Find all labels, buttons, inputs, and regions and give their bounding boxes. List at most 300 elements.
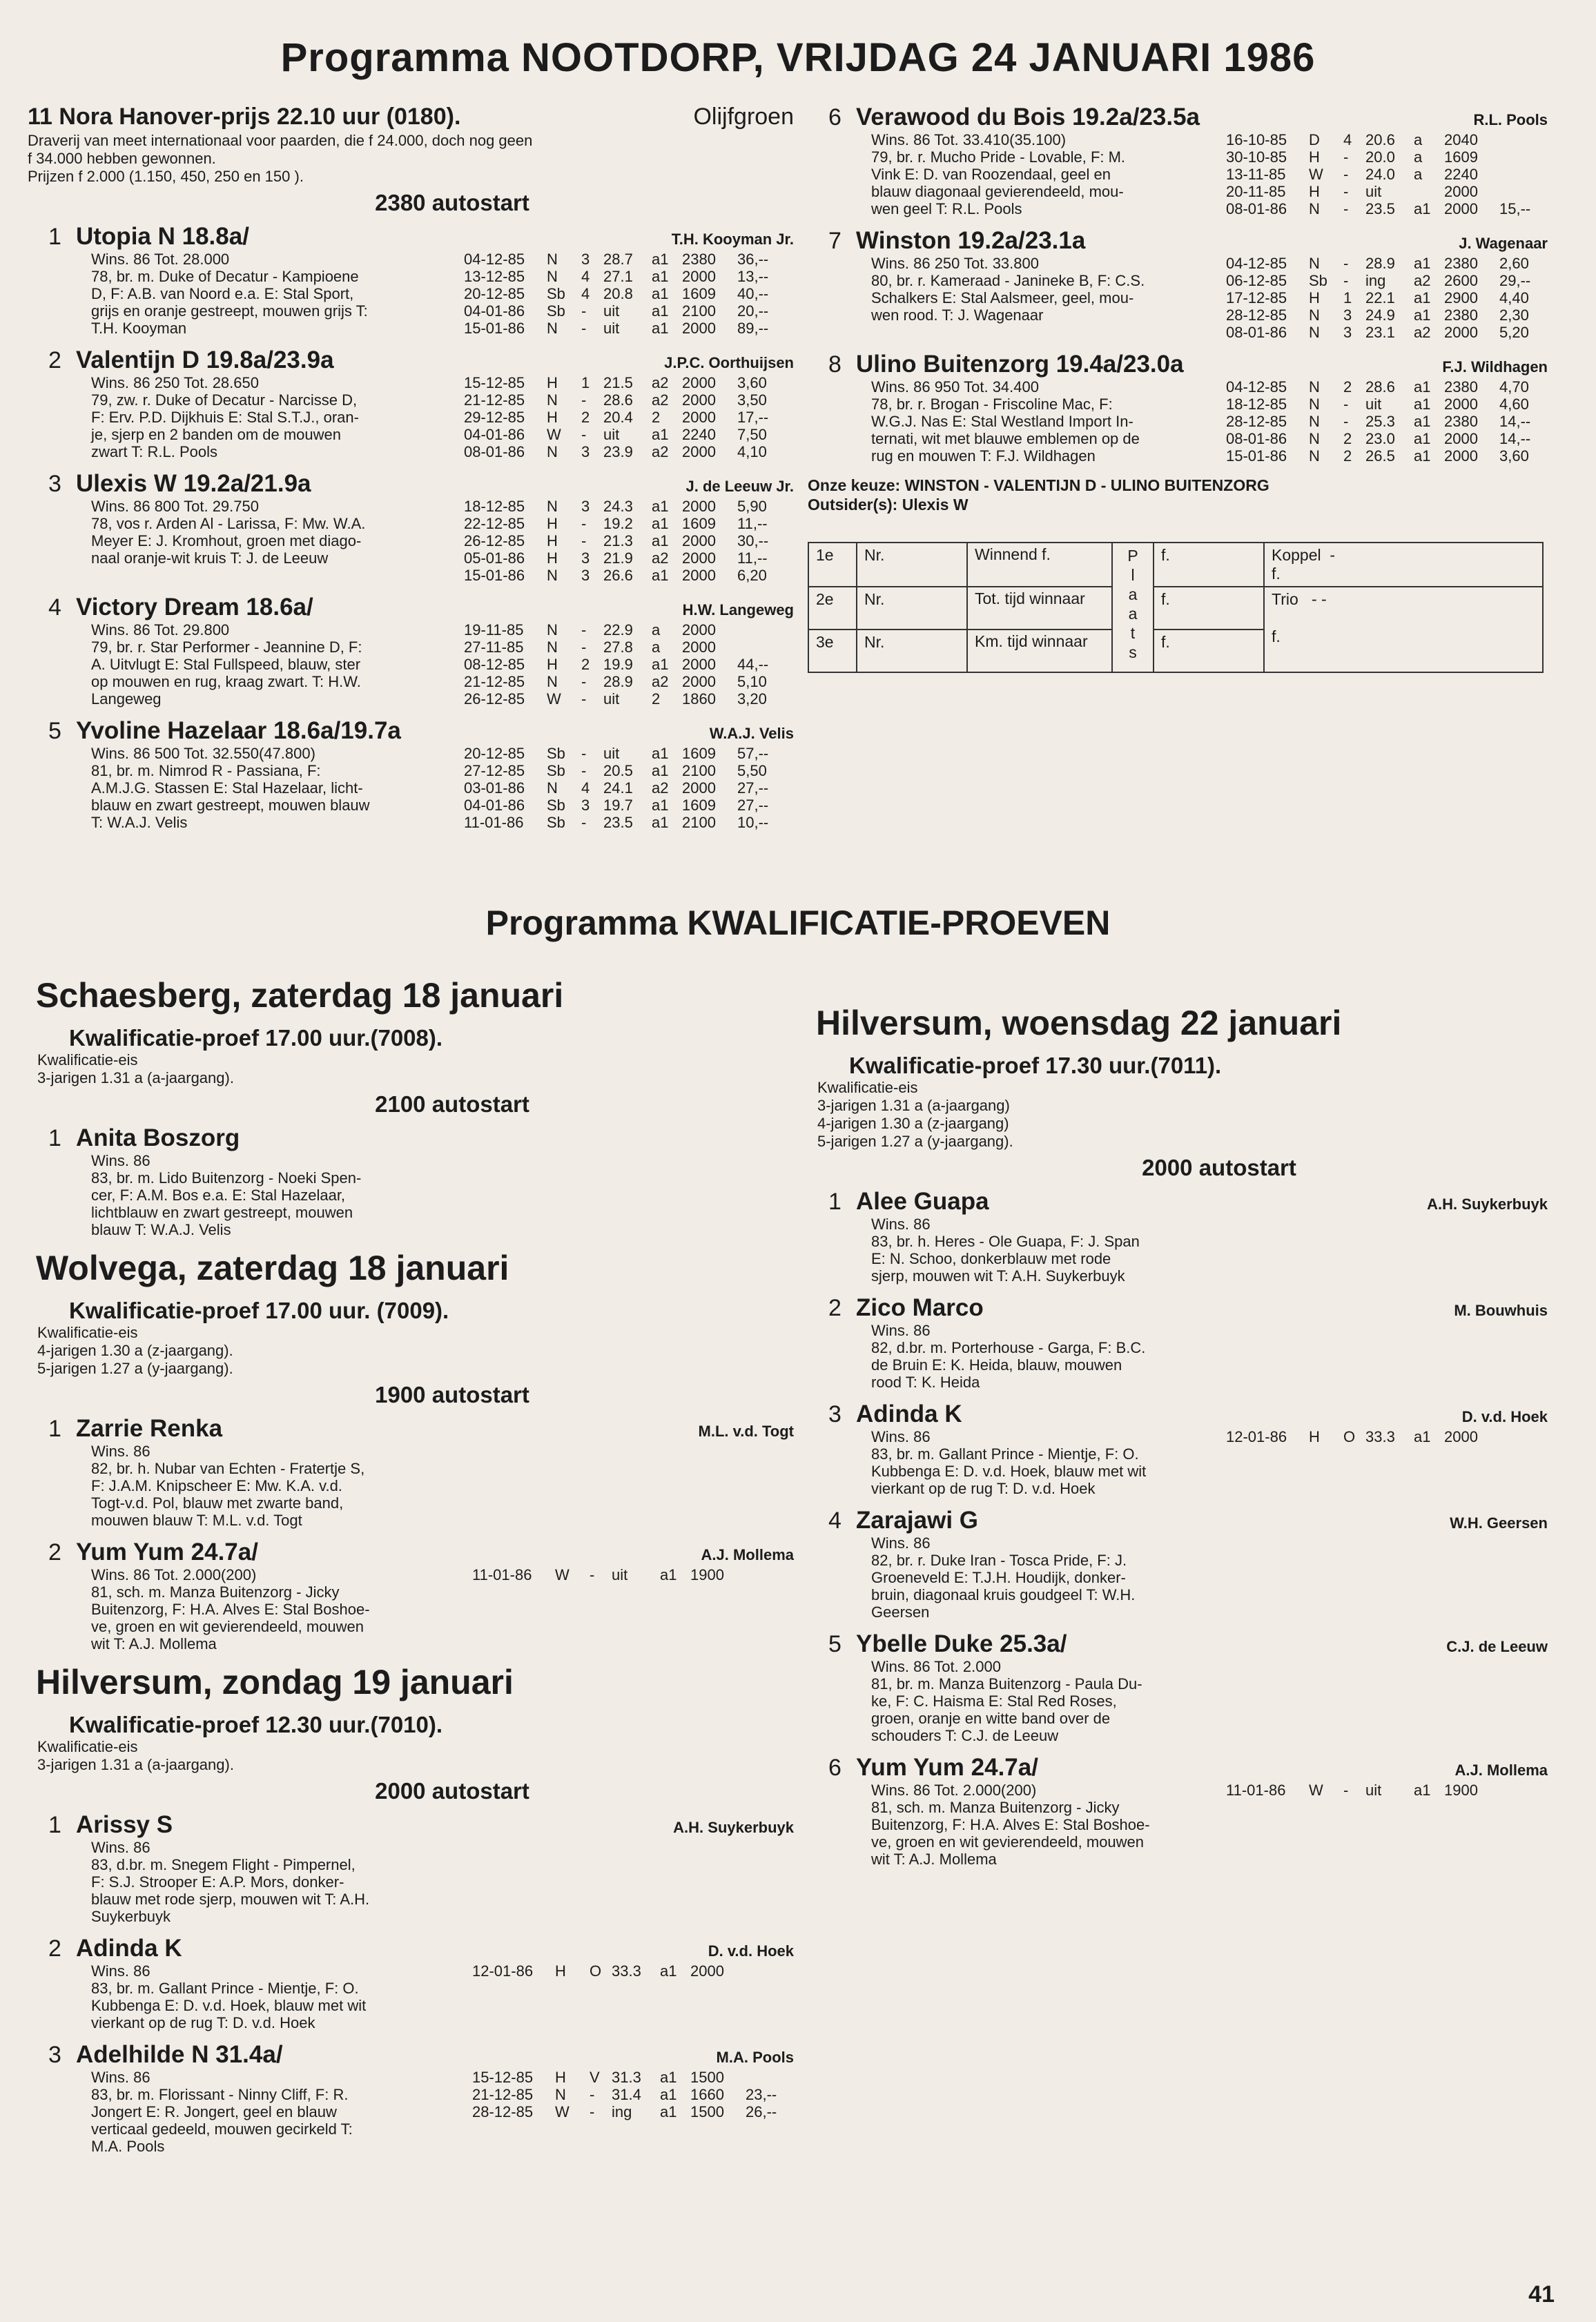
trainer-name: M.L. v.d. Togt <box>698 1423 794 1440</box>
detail-line: F: S.J. Strooper E: A.P. Mors, donker- <box>91 1873 344 1891</box>
result-date: 28-12-85 <box>472 2103 534 2120</box>
detail-line: ternati, wit met blauwe emblemen op de <box>871 430 1140 447</box>
bet-label: Km. tijd winnaar <box>967 630 1112 672</box>
result-time: 19.7 <box>603 797 633 814</box>
result-track: Sb <box>547 762 565 779</box>
result-place: 3 <box>1343 306 1352 324</box>
horse-entry <box>808 1401 1548 1497</box>
result-date: 08-01-86 <box>1226 324 1287 341</box>
horse-name: Victory Dream 18.6a/ <box>76 594 313 621</box>
result-place: - <box>581 532 587 549</box>
result-odds: 5,50 <box>737 762 767 779</box>
entry-header <box>808 1630 1548 1658</box>
result-track: H <box>555 2069 566 2086</box>
result-date: 08-01-86 <box>464 443 525 460</box>
result-start: a1 <box>660 1566 677 1583</box>
result-row <box>464 320 786 337</box>
detail-line: 82, br. r. Duke Iran - Tosca Pride, F: J. <box>871 1552 1127 1569</box>
section-wolvega <box>28 1248 794 1652</box>
detail-line: Wins. 86 250 Tot. 33.800 <box>871 255 1039 272</box>
result-start: a1 <box>652 532 669 549</box>
result-row <box>464 391 786 409</box>
result-distance: 2000 <box>682 673 716 690</box>
result-place: - <box>581 745 587 762</box>
result-date: 04-12-85 <box>1226 378 1287 396</box>
result-time: 31.3 <box>612 2069 641 2086</box>
page-number: 41 <box>1528 2281 1555 2308</box>
result-distance: 1900 <box>1444 1782 1478 1799</box>
result-odds: 13,-- <box>737 268 769 285</box>
result-date: 18-12-85 <box>464 498 525 515</box>
result-time: uit <box>603 426 620 443</box>
result-date: 04-01-86 <box>464 302 525 320</box>
result-distance: 2380 <box>1444 255 1478 272</box>
entry-body <box>871 1216 1548 1285</box>
detail-line: Wins. 86 <box>91 1839 150 1856</box>
requirement-line: 3-jarigen 1.31 a (a-jaargang). <box>37 1756 234 1773</box>
detail-line: Wins. 86 Tot. 2.000(200) <box>91 1566 257 1583</box>
result-place: - <box>590 2086 595 2103</box>
result-odds: 3,60 <box>1499 447 1529 465</box>
result-distance: 2000 <box>682 391 716 409</box>
venue-title: Hilversum, zondag 19 januari <box>36 1663 514 1701</box>
result-track: Sb <box>547 797 565 814</box>
horse-name: Adinda K <box>856 1401 962 1427</box>
detail-line: A.M.J.G. Stassen E: Stal Hazelaar, licht- <box>91 779 363 797</box>
horse-name: Valentijn D 19.8a/23.9a <box>76 347 334 373</box>
result-distance: 2000 <box>682 638 716 656</box>
result-place: - <box>590 2103 595 2120</box>
result-track: N <box>547 443 558 460</box>
result-distance: 2100 <box>682 302 716 320</box>
entry-body <box>91 1962 794 2031</box>
detail-line: F: Erv. P.D. Dijkhuis E: Stal S.T.J., oran- <box>91 409 359 426</box>
horse-entry <box>808 227 1548 341</box>
result-place: V <box>590 2069 600 2086</box>
detail-line: 79, br. r. Mucho Pride - Lovable, F: M. <box>871 148 1126 166</box>
recent-results <box>472 1566 794 1652</box>
entry-body <box>871 1658 1548 1744</box>
detail-line: Wins. 86 Tot. 28.000 <box>91 251 230 268</box>
result-odds: 57,-- <box>737 745 769 762</box>
entries-right <box>808 104 1548 465</box>
result-distance: 2000 <box>1444 200 1478 217</box>
qualification-requirements <box>817 1079 1548 1151</box>
requirement-line: Kwalificatie-eis <box>37 1738 138 1755</box>
result-start: a <box>1414 166 1423 183</box>
result-time: 20.5 <box>603 762 633 779</box>
result-time: 28.9 <box>1365 255 1395 272</box>
horse-name: Utopia N 18.8a/ <box>76 223 249 250</box>
result-place: 4 <box>1343 131 1352 148</box>
result-time: 23.5 <box>603 814 633 831</box>
detail-line: F: J.A.M. Knipscheer E: Mw. K.A. v.d. <box>91 1477 342 1494</box>
result-track: N <box>547 251 558 268</box>
result-odds: 4,60 <box>1499 396 1529 413</box>
koppel-dash: - <box>1330 546 1336 564</box>
result-track: H <box>547 409 558 426</box>
entry-number: 2 <box>828 1295 841 1321</box>
result-track: N <box>1309 378 1320 396</box>
result-odds: 27,-- <box>737 779 769 797</box>
result-distance: 2380 <box>1444 378 1478 396</box>
result-row <box>464 251 786 268</box>
detail-line: mouwen blauw T: M.L. v.d. Togt <box>91 1512 302 1529</box>
result-date: 27-12-85 <box>464 762 525 779</box>
result-odds: 29,-- <box>1499 272 1531 289</box>
result-place: - <box>581 320 587 337</box>
entries-left <box>28 223 794 831</box>
detail-line: sjerp, mouwen wit T: A.H. Suykerbuyk <box>871 1267 1125 1285</box>
entry-header <box>28 717 794 745</box>
result-start: a1 <box>652 285 669 302</box>
recent-results <box>1226 378 1548 465</box>
entry-header <box>28 347 794 374</box>
horse-name: Zico Marco <box>856 1294 984 1321</box>
result-distance: 2000 <box>682 549 716 567</box>
horse-entry <box>28 717 794 831</box>
horse-entry <box>28 347 794 460</box>
entry-header <box>28 1539 794 1566</box>
entry-body <box>871 255 1548 341</box>
requirement-line: Kwalificatie-eis <box>37 1051 138 1069</box>
result-odds: 27,-- <box>737 797 769 814</box>
result-place: 3 <box>581 443 590 460</box>
result-start: a2 <box>1414 324 1431 341</box>
trainer-name: D. v.d. Hoek <box>708 1942 794 1960</box>
detail-line: blauw T: W.A.J. Velis <box>91 1221 231 1238</box>
keuze-text: Onze keuze: WINSTON - VALENTIJN D - ULINO BUITENZORG <box>808 476 1269 494</box>
result-time: uit <box>1365 396 1382 413</box>
entry-number: 2 <box>48 1539 61 1565</box>
trainer-name: H.W. Langeweg <box>682 601 794 618</box>
detail-line: schouders T: C.J. de Leeuw <box>871 1727 1059 1744</box>
entry-body <box>91 1152 794 1238</box>
result-odds <box>1499 166 1548 183</box>
entry-header <box>28 1124 794 1152</box>
result-start: a1 <box>652 797 669 814</box>
result-odds: 23,-- <box>746 2086 777 2103</box>
entry-body <box>871 1428 1548 1497</box>
result-odds <box>746 1962 794 1980</box>
detail-line: Langeweg <box>91 690 162 708</box>
entry-body <box>871 1782 1548 1868</box>
result-time: 22.1 <box>1365 289 1395 306</box>
result-date: 30-10-85 <box>1226 148 1287 166</box>
result-odds <box>1499 148 1548 166</box>
detail-line: 83, br. m. Gallant Prince - Mientje, F: O. <box>91 1980 359 1997</box>
horse-details <box>91 1566 465 1652</box>
result-row <box>1226 1782 1548 1799</box>
qualification-requirements <box>37 1324 794 1378</box>
detail-line: Wins. 86 950 Tot. 34.400 <box>871 378 1039 396</box>
detail-line: T: W.A.J. Velis <box>91 814 188 831</box>
result-place: - <box>1343 200 1349 217</box>
result-place: - <box>1343 396 1349 413</box>
result-row <box>472 2103 794 2120</box>
result-date: 15-01-86 <box>1226 447 1287 465</box>
trainer-name: J. Wagenaar <box>1459 235 1548 252</box>
entry-header <box>808 1754 1548 1782</box>
result-distance: 2000 <box>682 268 716 285</box>
result-track: Sb <box>547 285 565 302</box>
bet-place-1: 1e <box>808 543 857 587</box>
entry-body <box>91 621 794 708</box>
entry-body <box>871 131 1548 217</box>
trainer-name: C.J. de Leeuw <box>1446 1638 1548 1655</box>
result-row <box>464 690 786 708</box>
horse-entry <box>28 1539 794 1652</box>
bet-f: f. <box>1154 587 1264 630</box>
venue-title: Wolvega, zaterdag 18 januari <box>36 1249 509 1287</box>
result-place: 2 <box>581 656 590 673</box>
result-place: 2 <box>1343 447 1352 465</box>
detail-line: naal oranje-wit kruis T: J. de Leeuw <box>91 549 329 567</box>
detail-line: 81, sch. m. Manza Buitenzorg - Jicky <box>871 1799 1120 1816</box>
result-odds: 5,20 <box>1499 324 1529 341</box>
horse-name: Ybelle Duke 25.3a/ <box>856 1630 1067 1657</box>
qualification-heading: Kwalificatie-proef 17.00 uur.(7008). <box>69 1025 443 1051</box>
result-distance: 1609 <box>682 515 716 532</box>
horse-entry <box>28 594 794 708</box>
result-place: 3 <box>581 251 590 268</box>
recent-results <box>464 498 786 584</box>
result-time: 20.0 <box>1365 148 1395 166</box>
result-row <box>464 673 786 690</box>
entry-body <box>91 1566 794 1652</box>
trio-label: Trio <box>1272 590 1298 608</box>
result-odds <box>737 638 786 656</box>
result-row <box>1226 131 1548 148</box>
horse-entry <box>28 1124 794 1238</box>
detail-line: op mouwen en rug, kraag zwart. T: H.W. <box>91 673 361 690</box>
entry-number: 3 <box>48 2042 61 2068</box>
result-distance: 2600 <box>1444 272 1478 289</box>
detail-line: W.G.J. Nas E: Stal Westland Import In- <box>871 413 1133 430</box>
horse-details <box>871 1322 1258 1391</box>
result-place: 1 <box>1343 289 1352 306</box>
recent-results <box>1226 1782 1548 1868</box>
result-odds: 3,20 <box>737 690 767 708</box>
result-row <box>472 2069 794 2086</box>
detail-line: Wins. 86 <box>871 1428 931 1445</box>
result-date: 08-01-86 <box>1226 200 1287 217</box>
result-row <box>472 1566 794 1583</box>
entry-header <box>808 227 1548 255</box>
result-track: N <box>1309 447 1320 465</box>
horse-details <box>871 131 1219 217</box>
result-distance: 2000 <box>1444 1428 1478 1445</box>
trio-dashes: - - <box>1311 590 1327 608</box>
horse-name: Winston 19.2a/23.1a <box>856 227 1086 254</box>
result-distance: 2100 <box>682 762 716 779</box>
result-row <box>464 268 786 285</box>
result-row <box>1226 289 1548 306</box>
horse-details <box>871 1782 1219 1868</box>
detail-line: Buitenzorg, F: H.A. Alves E: Stal Boshoe- <box>91 1601 370 1618</box>
detail-line: Wins. 86 <box>91 1962 150 1980</box>
entry-header <box>808 1188 1548 1216</box>
entry-header <box>808 1401 1548 1428</box>
detail-line: Groeneveld E: T.J.H. Houdijk, donker- <box>871 1569 1126 1586</box>
detail-line: Vink E: D. van Roozendaal, geel en <box>871 166 1111 183</box>
start-type: 2000 autostart <box>1142 1155 1296 1180</box>
bet-f: f. <box>1154 630 1264 672</box>
result-row <box>1226 272 1548 289</box>
horse-details <box>91 1443 478 1529</box>
result-date: 20-12-85 <box>464 285 525 302</box>
detail-line: Buitenzorg, F: H.A. Alves E: Stal Boshoe- <box>871 1816 1150 1833</box>
section-hilversum-22 <box>808 1003 1548 1868</box>
result-time: 19.9 <box>603 656 633 673</box>
horse-entry <box>808 1294 1548 1391</box>
trainer-name: W.A.J. Velis <box>709 725 794 742</box>
result-row <box>1226 306 1548 324</box>
race-description <box>28 132 794 186</box>
result-track: H <box>547 532 558 549</box>
result-distance: 2240 <box>682 426 716 443</box>
result-row <box>464 515 786 532</box>
our-choice <box>808 476 1548 514</box>
result-row <box>1226 183 1548 200</box>
result-track: H <box>555 1962 566 1980</box>
horse-details <box>871 1534 1258 1621</box>
result-place: - <box>581 302 587 320</box>
result-place: - <box>581 690 587 708</box>
detail-line: vierkant op de rug T: D. v.d. Hoek <box>91 2014 315 2031</box>
trainer-name: J. de Leeuw Jr. <box>685 478 794 495</box>
result-odds <box>1499 131 1548 148</box>
trainer-name: W.H. Geersen <box>1450 1514 1548 1532</box>
detail-line: Wins. 86 <box>871 1322 931 1339</box>
result-track: H <box>547 515 558 532</box>
result-odds: 89,-- <box>737 320 769 337</box>
result-distance: 2000 <box>1444 396 1478 413</box>
race-color: Olijfgroen <box>693 104 794 130</box>
result-start: a1 <box>652 567 669 584</box>
horse-name: Verawood du Bois 19.2a/23.5a <box>856 104 1200 130</box>
result-track: H <box>1309 183 1320 200</box>
venue-title: Schaesberg, zaterdag 18 januari <box>36 976 564 1015</box>
result-place: 4 <box>581 779 590 797</box>
result-distance: 2380 <box>1444 306 1478 324</box>
horse-details <box>871 378 1219 465</box>
result-place: - <box>581 814 587 831</box>
detail-line: 81, sch. m. Manza Buitenzorg - Jicky <box>91 1583 340 1601</box>
detail-line: je, sjerp en 2 banden om de mouwen <box>91 426 342 443</box>
result-distance: 1500 <box>690 2103 724 2120</box>
result-track: N <box>547 498 558 515</box>
race-desc-line: Prijzen f 2.000 (1.150, 450, 250 en 150 ). <box>28 168 304 185</box>
detail-line: vierkant op de rug T: D. v.d. Hoek <box>871 1480 1096 1497</box>
page-title: Programma NOOTDORP, VRIJDAG 24 JANUARI 1986 <box>280 35 1316 80</box>
result-row <box>464 656 786 673</box>
result-track: N <box>547 638 558 656</box>
result-odds <box>737 621 786 638</box>
result-time: uit <box>612 1566 628 1583</box>
detail-line: 83, br. m. Gallant Prince - Mientje, F: O. <box>871 1445 1139 1463</box>
bet-place-3: 3e <box>808 630 857 672</box>
result-odds: 4,40 <box>1499 289 1529 306</box>
result-start: a1 <box>660 2103 677 2120</box>
race-header <box>28 104 794 130</box>
horse-details <box>91 498 457 584</box>
result-start: a1 <box>1414 430 1431 447</box>
result-place: - <box>1343 413 1349 430</box>
result-distance: 1660 <box>690 2086 724 2103</box>
result-date: 11-01-86 <box>1226 1782 1286 1799</box>
result-start: a1 <box>652 268 669 285</box>
result-start: a1 <box>660 1962 677 1980</box>
result-place: 2 <box>581 409 590 426</box>
entry-body <box>91 374 794 460</box>
result-track: N <box>1309 430 1320 447</box>
detail-line: 79, br. r. Star Performer - Jeannine D, F: <box>91 638 362 656</box>
result-row <box>464 498 786 515</box>
detail-line: wen rood. T: J. Wagenaar <box>871 306 1044 324</box>
result-time: 23.9 <box>603 443 633 460</box>
result-odds: 30,-- <box>737 532 769 549</box>
result-distance: 2000 <box>682 621 716 638</box>
result-start: a <box>1414 148 1423 166</box>
result-row <box>464 638 786 656</box>
requirement-line: Kwalificatie-eis <box>817 1079 918 1096</box>
entry-header <box>808 351 1548 378</box>
result-distance: 1609 <box>1444 148 1478 166</box>
entry-number: 2 <box>48 347 61 373</box>
result-track: W <box>555 1566 570 1583</box>
entry-header <box>28 1935 794 1962</box>
result-time: 31.4 <box>612 2086 641 2103</box>
result-distance: 2100 <box>682 814 716 831</box>
result-distance: 1500 <box>690 2069 724 2086</box>
result-distance: 2000 <box>682 779 716 797</box>
requirement-line: 5-jarigen 1.27 a (y-jaargang). <box>817 1133 1013 1150</box>
result-place: - <box>581 673 587 690</box>
result-start: a <box>652 638 661 656</box>
result-time: 21.9 <box>603 549 633 567</box>
result-start: a2 <box>652 443 669 460</box>
entry-body <box>871 378 1548 465</box>
entry-number: 3 <box>48 471 61 497</box>
result-track: D <box>1309 131 1320 148</box>
result-odds: 4,10 <box>737 443 767 460</box>
result-odds: 7,50 <box>737 426 767 443</box>
entry-number: 5 <box>48 718 61 744</box>
result-start: a2 <box>652 779 669 797</box>
entry-header <box>28 594 794 621</box>
entry-number: 2 <box>48 1935 61 1962</box>
horse-name: Ulino Buitenzorg 19.4a/23.0a <box>856 351 1184 378</box>
result-place: 2 <box>1343 378 1352 396</box>
horse-entry <box>28 1935 794 2031</box>
entry-header <box>28 223 794 251</box>
result-track: W <box>555 2103 570 2120</box>
requirement-line: 3-jarigen 1.31 a (a-jaargang). <box>37 1069 234 1086</box>
result-date: 06-12-85 <box>1226 272 1287 289</box>
start-type: 1900 autostart <box>375 1382 529 1407</box>
horse-entry <box>808 1507 1548 1621</box>
detail-line: Wins. 86 <box>91 2069 150 2086</box>
detail-line: Togt-v.d. Pol, blauw met zwarte band, <box>91 1494 344 1512</box>
result-time: 24.1 <box>603 779 633 797</box>
detail-line: 82, d.br. m. Porterhouse - Garga, F: B.C. <box>871 1339 1146 1356</box>
result-start: a1 <box>660 2086 677 2103</box>
result-odds <box>1499 183 1548 200</box>
result-place: - <box>1343 255 1349 272</box>
result-date: 13-12-85 <box>464 268 525 285</box>
result-time: 27.8 <box>603 638 633 656</box>
